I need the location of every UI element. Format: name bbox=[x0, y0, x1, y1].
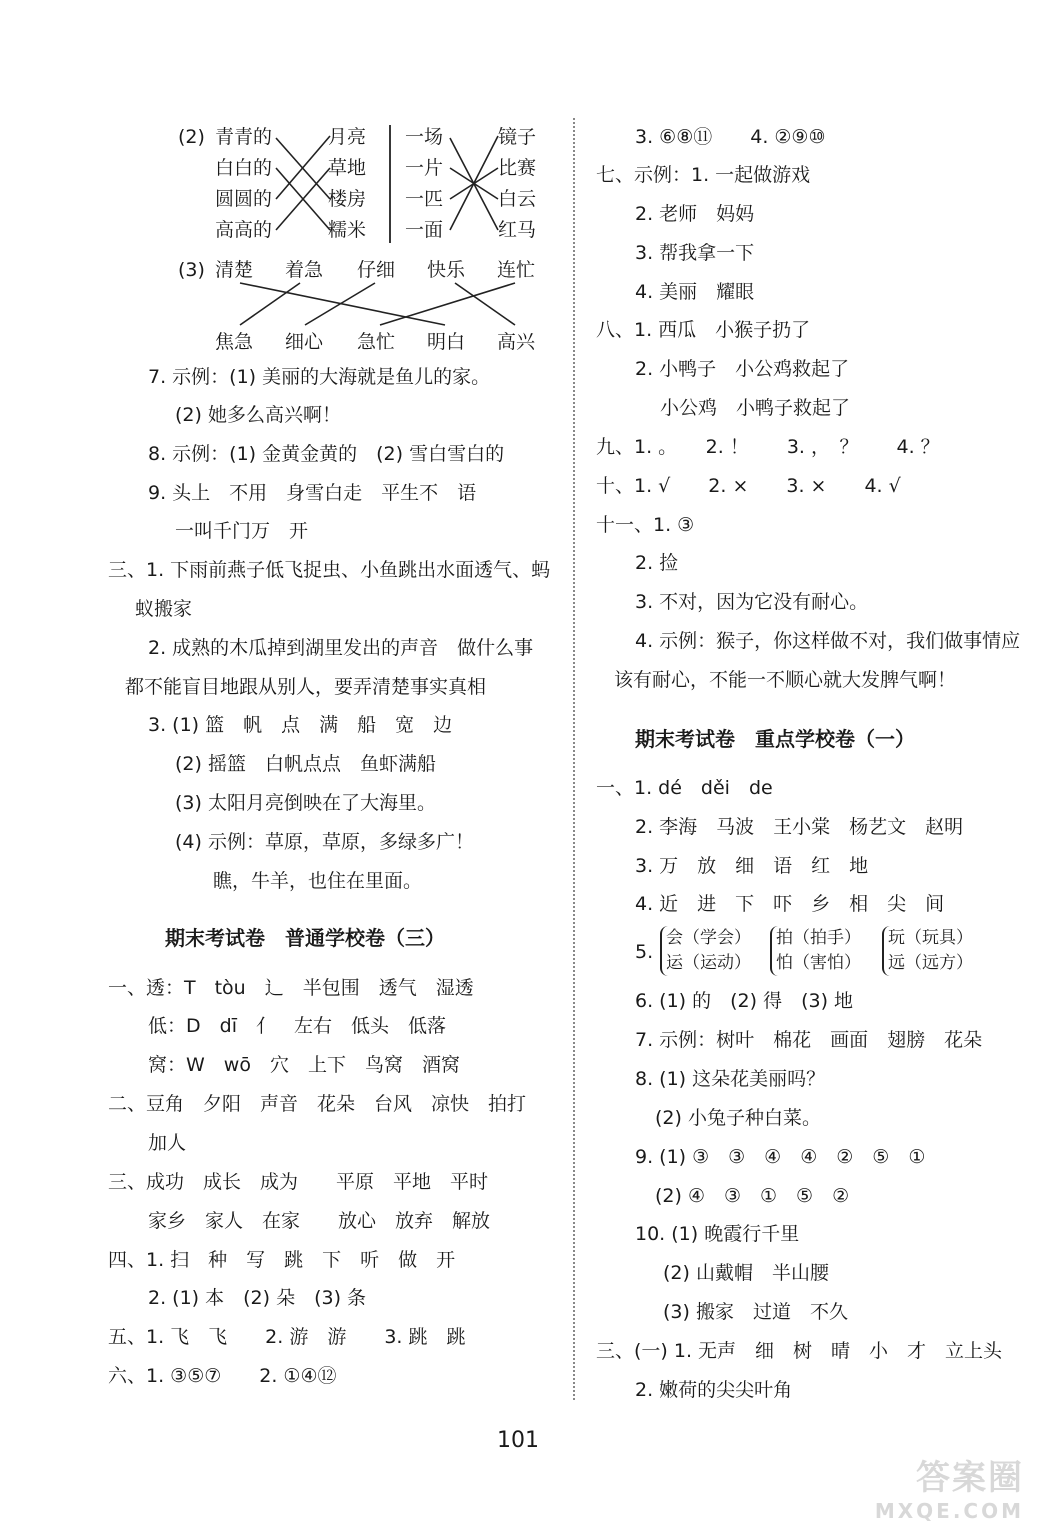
answer-line: 3. 万 放 细 语 红 地 bbox=[635, 855, 869, 877]
answer-line: 一、透：T tòu 辶 半包围 透气 湿透 bbox=[108, 977, 474, 999]
answer-line: 2. 李海 马波 王小棠 杨艺文 赵明 bbox=[635, 816, 964, 838]
answer-line: (2) 小兔子种白菜。 bbox=[655, 1107, 821, 1129]
answer-line: 瞧，牛羊，也住在里面。 bbox=[213, 870, 423, 892]
answer-line: 8. (1) 这朵花美丽吗？ bbox=[635, 1068, 826, 1090]
answer-line: 9. (1) ③ ③ ④ ④ ② ⑤ ① bbox=[635, 1146, 926, 1168]
answer-line: 3. ⑥⑧⑪ 4. ②⑨⑩ bbox=[635, 126, 826, 148]
answer-line: (3) 太阳月亮倒映在了大海里。 bbox=[175, 792, 436, 814]
match3-top-word: 清楚 bbox=[215, 259, 254, 281]
q5-item: 玩（玩具） bbox=[888, 928, 973, 948]
answer-line: 蚁搬家 bbox=[135, 598, 193, 620]
answer-line: 家乡 家人 在家 放心 放弃 解放 bbox=[148, 1210, 491, 1232]
match2-left-word: 白白的 bbox=[215, 157, 273, 179]
answer-line: 四、1. 扫 种 写 跳 下 听 做 开 bbox=[108, 1249, 456, 1271]
answer-line: 二、豆角 夕阳 声音 花朵 台风 凉快 拍打 bbox=[108, 1093, 527, 1115]
q5-item: 运（运动） bbox=[666, 953, 751, 973]
q5-item: 会（学会） bbox=[666, 928, 751, 948]
answer-line: 加人 bbox=[148, 1132, 187, 1154]
match3-bottom-word: 焦急 bbox=[215, 331, 254, 353]
answer-line: 窝：W wō 穴 上下 鸟窝 酒窝 bbox=[148, 1054, 460, 1076]
answer-line: 10. (1) 晚霞行千里 bbox=[635, 1223, 800, 1245]
answer-line: 2. 嫩荷的尖尖叶角 bbox=[635, 1379, 793, 1401]
column-divider bbox=[573, 118, 575, 1400]
answer-line: 3. 不对，因为它没有耐心。 bbox=[635, 591, 869, 613]
q5-number: 5. bbox=[635, 941, 654, 963]
answer-line: 三、成功 成长 成为 平原 平地 平时 bbox=[108, 1171, 489, 1193]
answer-line: 一、1. dé děi de bbox=[596, 777, 773, 799]
answer-line: 7. 示例：树叶 棉花 画面 翅膀 花朵 bbox=[635, 1029, 983, 1051]
answer-line: 五、1. 飞 飞 2. 游 游 3. 跳 跳 bbox=[108, 1326, 466, 1348]
match3-bottom-word: 高兴 bbox=[497, 331, 536, 353]
match2-measure-word: 一匹 bbox=[405, 188, 444, 210]
answer-line: 低：D dī 亻 左右 低头 低落 bbox=[148, 1015, 446, 1037]
answer-line: 该有耐心，不能一不顺心就大发脾气啊！ bbox=[614, 669, 957, 691]
match3-top-word: 仔细 bbox=[357, 259, 396, 281]
match2-measure-word: 一片 bbox=[405, 157, 444, 179]
section-title: 期末考试卷 重点学校卷（一） bbox=[635, 727, 915, 751]
answer-line: (2) 她多么高兴啊！ bbox=[175, 404, 341, 426]
answer-line: 2. 老师 妈妈 bbox=[635, 203, 755, 225]
match2-measure-object: 红马 bbox=[498, 219, 537, 241]
q5-item: 拍（拍手） bbox=[776, 928, 861, 948]
answer-line: 八、1. 西瓜 小猴子扔了 bbox=[596, 319, 811, 341]
answer-line: 2. 成熟的木瓜掉到湖里发出的声音 做什么事 bbox=[148, 637, 534, 659]
answer-line: (2) 山戴帽 半山腰 bbox=[663, 1262, 829, 1284]
q5-group bbox=[660, 926, 756, 976]
answer-line: 三、(一) 1. 无声 细 树 晴 小 才 立上头 bbox=[596, 1340, 1003, 1362]
answer-line: 一叫千门万 开 bbox=[175, 520, 309, 542]
answer-line: 七、示例：1. 一起做游戏 bbox=[596, 164, 811, 186]
answer-line: 4. 近 进 下 吓 乡 相 尖 间 bbox=[635, 893, 945, 915]
match2-left-word: 圆圆的 bbox=[215, 188, 273, 210]
match2-left-word: 高高的 bbox=[215, 219, 273, 241]
match2-measure-word: 一场 bbox=[405, 126, 444, 148]
answer-line: (3) 搬家 过道 不久 bbox=[663, 1301, 848, 1323]
answer-line: 9. 头上 不用 身雪白走 平生不 语 bbox=[148, 482, 477, 504]
watermark-top: 答案圈 bbox=[916, 1458, 1024, 1498]
answer-line: 2. (1) 本 (2) 朵 (3) 条 bbox=[148, 1287, 367, 1309]
answer-line: 8. 示例：(1) 金黄金黄的 (2) 雪白雪白的 bbox=[148, 443, 505, 465]
answer-line: (2) ④ ③ ① ⑤ ② bbox=[655, 1185, 850, 1207]
answer-line: 十一、1. ③ bbox=[596, 514, 695, 536]
match2-measure-word: 一面 bbox=[405, 219, 444, 241]
match2-measure-object: 比赛 bbox=[498, 157, 537, 179]
q5-group bbox=[770, 926, 866, 976]
q5-item: 远（远方） bbox=[888, 953, 973, 973]
answer-line: 6. (1) 的 (2) 得 (3) 地 bbox=[635, 990, 854, 1012]
section-title: 期末考试卷 普通学校卷（三） bbox=[165, 926, 445, 950]
page-number: 101 bbox=[497, 1428, 539, 1453]
match2-right-word: 楼房 bbox=[328, 188, 367, 210]
q5-item: 怕（害怕） bbox=[776, 953, 861, 973]
answer-line: 都不能盲目地跟从别人，要弄清楚事实真相 bbox=[125, 676, 487, 698]
answer-line: 六、1. ③⑤⑦ 2. ①④⑫ bbox=[108, 1365, 337, 1387]
q5-group bbox=[882, 926, 988, 976]
match2-measure-object: 镜子 bbox=[498, 126, 537, 148]
match2-right-word: 草地 bbox=[328, 157, 367, 179]
match3-top-word: 快乐 bbox=[427, 259, 466, 281]
answer-line: 4. 示例：猴子，你这样做不对，我们做事情应 bbox=[635, 630, 1021, 652]
answer-line: 小公鸡 小鸭子救起了 bbox=[660, 397, 851, 419]
answer-line: 3. (1) 篮 帆 点 满 船 宽 边 bbox=[148, 714, 453, 736]
match3-bottom-word: 急忙 bbox=[357, 331, 396, 353]
match3-top-word: 连忙 bbox=[497, 259, 536, 281]
answer-line: 2. 小鸭子 小公鸡救起了 bbox=[635, 358, 850, 380]
answer-line: 十、1. √ 2. × 3. × 4. √ bbox=[596, 475, 901, 497]
match3-bottom-word: 明白 bbox=[427, 331, 466, 353]
match2-left-word: 青青的 bbox=[215, 126, 273, 148]
answer-line: 三、1. 下雨前燕子低飞捉虫、小鱼跳出水面透气、蚂 bbox=[108, 559, 551, 581]
match3-top-word: 着急 bbox=[285, 259, 324, 281]
match3-label: (3) bbox=[178, 259, 205, 281]
answer-line: 2. 捡 bbox=[635, 552, 679, 574]
answer-line: 7. 示例：(1) 美丽的大海就是鱼儿的家。 bbox=[148, 366, 491, 388]
match2-label: (2) bbox=[178, 126, 205, 148]
answer-line: 3. 帮我拿一下 bbox=[635, 242, 755, 264]
match2-right-word: 月亮 bbox=[328, 126, 367, 148]
answer-line: 九、1. 。 2. ！ 3. ， ？ 4. ？ bbox=[596, 436, 940, 458]
watermark-bottom: MXQE.COM bbox=[874, 1499, 1024, 1523]
match2-measure-object: 白云 bbox=[498, 188, 537, 210]
answer-line: 4. 美丽 耀眼 bbox=[635, 281, 755, 303]
answer-line: (4) 示例：草原，草原，多绿多广！ bbox=[175, 831, 474, 853]
match3-bottom-word: 细心 bbox=[285, 331, 324, 353]
match2-right-word: 糯米 bbox=[328, 219, 367, 241]
answer-line: (2) 摇篮 白帆点点 鱼虾满船 bbox=[175, 753, 436, 775]
watermark-logo bbox=[854, 1450, 1024, 1530]
